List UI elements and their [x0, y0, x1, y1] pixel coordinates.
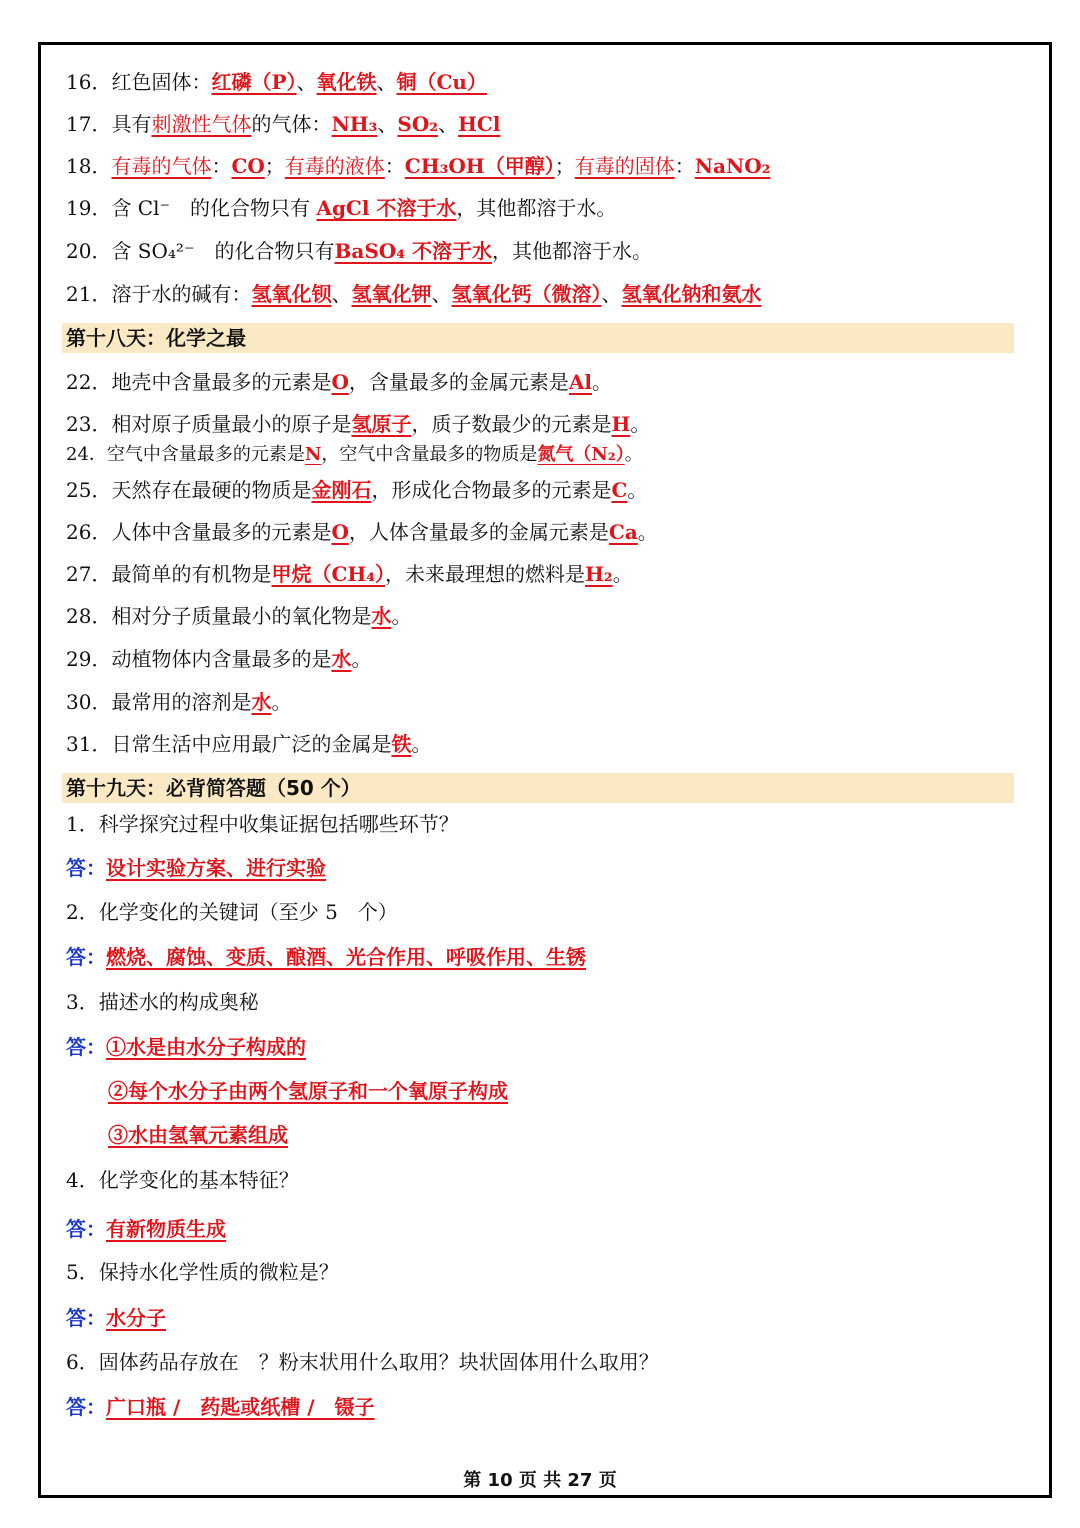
- item-17-answer-2: SO₂: [397, 112, 439, 136]
- answer-1-text: 设计实验方案、进行实验: [106, 856, 326, 880]
- item-19-suffix: ，其他都溶于水。: [456, 196, 617, 220]
- item-28-text: 28．相对分子质量最小的氧化物是: [66, 604, 372, 628]
- separator: 、: [601, 282, 622, 306]
- item-29-text: 29．动植物体内含量最多的是: [66, 647, 332, 671]
- section-title-18: 第十八天：化学之最: [66, 326, 246, 350]
- item-22-answer-1: O: [331, 370, 349, 394]
- question-1: 1．科学探究过程中收集证据包括哪些环节？: [66, 812, 459, 836]
- item-24-text-2: ，空气中含量最多的物质是: [321, 444, 538, 465]
- item-24: [66, 441, 643, 469]
- item-21-answer-3: 氢氧化钙（微溶）: [451, 282, 602, 306]
- item-22-end: 。: [592, 370, 612, 394]
- item-27-answer-1: 甲烷（CH₄）: [271, 562, 386, 586]
- item-22: [66, 368, 612, 396]
- question-6: 6．固体药品存放在 ？粉末状用什么取用？块状固体用什么取用？: [66, 1350, 659, 1374]
- item-21: [66, 280, 761, 308]
- colon: ：: [384, 154, 405, 178]
- item-27: [66, 560, 633, 588]
- answer-6-text: 广口瓶 / 药匙或纸槽 / 镊子: [106, 1395, 375, 1419]
- section-title-19: 第十九天：必背简答题（50 个）: [66, 776, 361, 800]
- item-26-answer-1: O: [331, 520, 349, 544]
- item-31-answer: 铁: [391, 732, 412, 756]
- question-2: 2．化学变化的关键词（至少 5 个）: [66, 900, 398, 924]
- item-23: [66, 410, 650, 438]
- colon: ：: [674, 154, 695, 178]
- item-25-text-2: ，形成化合物最多的元素是: [371, 478, 612, 502]
- item-22-answer-2: Al: [568, 370, 592, 394]
- answer-label: 答：: [66, 1395, 106, 1419]
- item-24-answer-1: N: [304, 444, 322, 465]
- answer-label: 答：: [66, 856, 106, 880]
- item-18-number: 18．: [66, 154, 112, 178]
- item-28-end: 。: [391, 604, 412, 628]
- item-29-answer: 水: [331, 647, 352, 671]
- page-footer: 第 10 页 共 27 页: [463, 1470, 617, 1491]
- item-31: [66, 730, 431, 758]
- separator: 、: [377, 112, 398, 136]
- item-20-prefix: 20．含 SO₄²⁻ 的化合物只有: [66, 239, 335, 263]
- answer-4: [66, 1215, 226, 1243]
- answer-label: 答：: [66, 945, 106, 969]
- item-27-text-2: ，未来最理想的燃料是: [385, 562, 586, 586]
- answer-6: [66, 1393, 375, 1421]
- item-16-answer-2: 氧化铁: [316, 70, 377, 94]
- question-4: 4．化学变化的基本特征？: [66, 1168, 299, 1192]
- item-18: [66, 152, 770, 180]
- item-21-answer-2: 氢氧化钾: [351, 282, 432, 306]
- item-24-end: 。: [624, 444, 643, 465]
- answer-3-point-2: ②每个水分子由两个氢原子和一个氧原子构成: [108, 1079, 508, 1103]
- answer-1: [66, 854, 326, 882]
- item-23-answer-2: H: [611, 412, 631, 436]
- answer-label: 答：: [66, 1306, 106, 1330]
- item-18-answer-3: NaNO₂: [694, 154, 771, 178]
- item-29: [66, 645, 371, 673]
- item-26: [66, 518, 658, 546]
- answer-3-point-1: ①水是由水分子构成的: [106, 1035, 306, 1059]
- item-17-prefix: 17．具有: [66, 112, 152, 136]
- item-22-text-2: ，含量最多的金属元素是: [348, 370, 569, 394]
- colon: ：: [211, 154, 232, 178]
- item-27-text-1: 27．最简单的有机物是: [66, 562, 272, 586]
- answer-3-point-3: ③水由氢氧元素组成: [108, 1123, 288, 1147]
- item-18-term-3: 有毒的固体: [574, 154, 675, 178]
- item-20-suffix: ，其他都溶于水。: [491, 239, 652, 263]
- item-30-text: 30．最常用的溶剂是: [66, 690, 252, 714]
- answer-label: 答：: [66, 1035, 106, 1059]
- item-19-prefix: 19．含 Cl⁻ 的化合物只有: [66, 196, 317, 220]
- item-25-answer-2: C: [611, 478, 628, 502]
- item-31-text: 31．日常生活中应用最广泛的金属是: [66, 732, 392, 756]
- item-26-end: 。: [637, 520, 658, 544]
- item-30: [66, 688, 291, 716]
- item-29-end: 。: [351, 647, 372, 671]
- item-26-text-1: 26．人体中含量最多的元素是: [66, 520, 332, 544]
- item-16-answer-3: 铜（Cu）: [396, 70, 487, 94]
- separator: ；: [554, 154, 575, 178]
- item-31-end: 。: [411, 732, 432, 756]
- separator: 、: [296, 70, 317, 94]
- item-23-answer-1: 氢原子: [351, 412, 412, 436]
- item-20-answer: BaSO₄ 不溶于水: [334, 239, 492, 263]
- item-25-text-1: 25．天然存在最硬的物质是: [66, 478, 312, 502]
- item-25-end: 。: [627, 478, 648, 502]
- item-21-answer-1: 氢氧化钡: [251, 282, 332, 306]
- item-25-answer-1: 金刚石: [311, 478, 372, 502]
- answer-5-text: 水分子: [106, 1306, 166, 1330]
- answer-3-line-3: [108, 1121, 288, 1149]
- item-18-answer-2: CH₃OH（甲醇）: [404, 154, 555, 178]
- answer-3-line-2: [108, 1077, 508, 1105]
- item-17-answer-3: HCl: [458, 112, 501, 136]
- item-16-prefix: 16．红色固体：: [66, 70, 212, 94]
- item-17: [66, 110, 500, 138]
- item-28: [66, 602, 411, 630]
- item-23-text-2: ，质子数最少的元素是: [411, 412, 612, 436]
- item-26-answer-2: Ca: [608, 520, 638, 544]
- separator: ；: [264, 154, 285, 178]
- question-3: 3．描述水的构成奥秘: [66, 990, 259, 1014]
- item-21-prefix: 21．溶于水的碱有：: [66, 282, 252, 306]
- item-25: [66, 476, 647, 504]
- item-26-text-2: ，人体含量最多的金属元素是: [348, 520, 609, 544]
- separator: 、: [376, 70, 397, 94]
- item-24-answer-2: 氮气（N₂）: [537, 444, 625, 465]
- answer-label: 答：: [66, 1217, 106, 1241]
- item-24-text-1: 24．空气中含量最多的元素是: [66, 444, 305, 465]
- item-20: [66, 237, 652, 265]
- answer-2: [66, 943, 586, 971]
- item-19: [66, 194, 616, 222]
- item-30-answer: 水: [251, 690, 272, 714]
- item-16-answer-1: 红磷（P）: [211, 70, 297, 94]
- item-19-answer: AgCl 不溶于水: [316, 196, 457, 220]
- separator: 、: [431, 282, 452, 306]
- question-5: 5．保持水化学性质的微粒是？: [66, 1260, 339, 1284]
- item-17-term: 刺激性气体: [151, 112, 252, 136]
- item-23-end: 。: [630, 412, 651, 436]
- item-22-text-1: 22．地壳中含量最多的元素是: [66, 370, 332, 394]
- item-28-answer: 水: [371, 604, 392, 628]
- item-18-answer-1: CO: [231, 154, 265, 178]
- item-18-term-1: 有毒的气体: [111, 154, 212, 178]
- item-30-end: 。: [271, 690, 292, 714]
- item-21-answer-4: 氢氧化钠和氨水: [621, 282, 762, 306]
- item-16: [66, 68, 487, 96]
- separator: 、: [438, 112, 459, 136]
- item-18-term-2: 有毒的液体: [284, 154, 385, 178]
- answer-3: [66, 1033, 306, 1061]
- item-17-answer-1: NH₃: [331, 112, 378, 136]
- item-27-answer-2: H₂: [585, 562, 613, 586]
- item-23-text-1: 23．相对原子质量最小的原子是: [66, 412, 352, 436]
- answer-4-text: 有新物质生成: [106, 1217, 226, 1241]
- separator: 、: [331, 282, 352, 306]
- item-17-text: 的气体：: [251, 112, 332, 136]
- item-27-end: 。: [612, 562, 633, 586]
- answer-5: [66, 1304, 166, 1332]
- answer-2-text: 燃烧、腐蚀、变质、酿酒、光合作用、呼吸作用、生锈: [106, 945, 586, 969]
